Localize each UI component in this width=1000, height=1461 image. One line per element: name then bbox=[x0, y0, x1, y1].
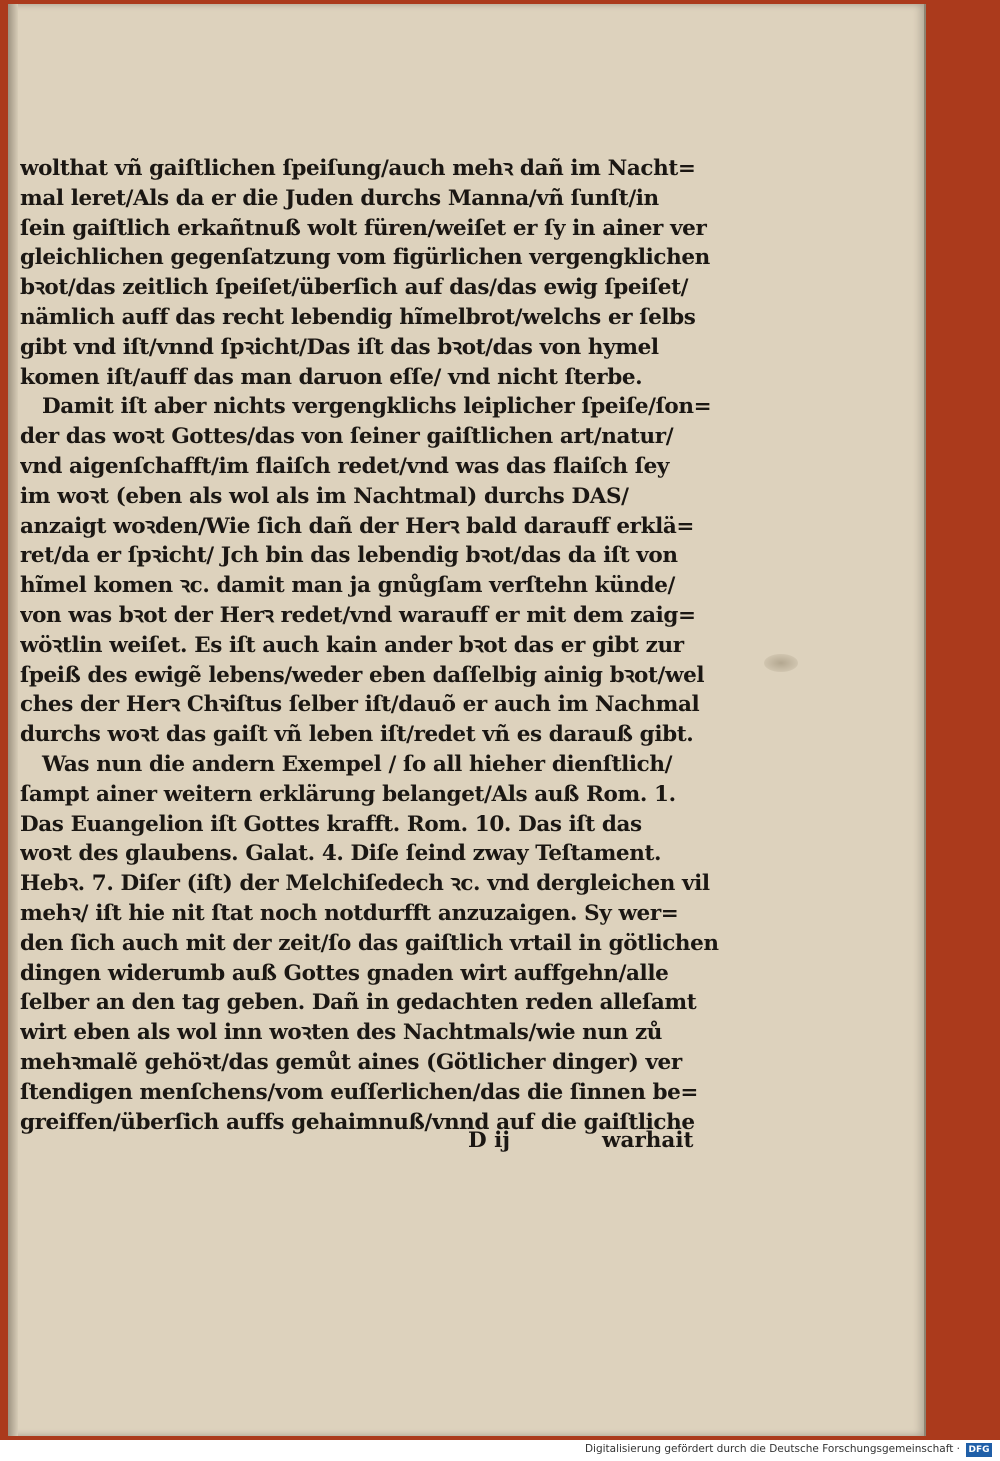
text-line: anzaigt woꝛden/Wie ſich dañ der Herꝛ bald darauff erklä= bbox=[20, 513, 694, 539]
text-line: hĩmel komen ꝛc. damit man ja gnůgſam verſtehn künde/ bbox=[20, 573, 675, 599]
text-line: bꝛot/das zeitlich ſpeiſet/überſich auf das/das ewig ſpeiſet/ bbox=[20, 275, 689, 301]
book-page bbox=[8, 4, 926, 1436]
text-line: greiffen/überſich auffs gehaimnuß/vnnd auf die gaiſtliche bbox=[20, 1109, 695, 1135]
text-line: mehꝛ/ iſt hie nit ſtat noch notdurfft anzuzaigen. Sy wer= bbox=[20, 900, 679, 926]
text-line: dingen widerumb auß Gottes gnaden wirt auffgehn/alle bbox=[20, 960, 669, 986]
ink-smudge bbox=[764, 654, 798, 672]
text-line: ſtendigen menſchens/vom euſſerlichen/das die ſinnen be= bbox=[20, 1079, 699, 1105]
text-line: Damit iſt aber nichts vergengklichs leiplicher ſpeiſe/ſon= bbox=[42, 394, 712, 420]
text-line: ſpeiß des ewigẽ lebens/weder eben daſſelbig ainig bꝛot/wel bbox=[20, 662, 705, 688]
text-line: im woꝛt (eben als wol als im Nachtmal) durchs DAS/ bbox=[20, 483, 629, 509]
dfg-logo: DFG bbox=[966, 1443, 992, 1457]
page-text bbox=[20, 154, 750, 1137]
text-line: Das Euangelion iſt Gottes krafft. Rom. 10. Das iſt das bbox=[20, 811, 642, 837]
credit-bar bbox=[0, 1440, 1000, 1461]
text-line: der das woꝛt Gottes/das von ſeiner gaiſtlichen art/natur/ bbox=[20, 424, 674, 450]
text-line: ſein gaiſtlich erkañtnuß wolt füren/weiſet er ſy in ainer ver bbox=[20, 215, 707, 241]
text-line: Was nun die andern Exempel / ſo all hieher dienſtlich/ bbox=[42, 751, 673, 777]
text-line: ſelber an den tag geben. Dañ in gedachten reden alleſamt bbox=[20, 990, 697, 1016]
text-line: gibt vnd iſt/vnnd ſpꝛicht/Das iſt das bꝛot/das von hymel bbox=[20, 334, 659, 360]
text-line: wirt eben als wol inn woꝛten des Nachtmals/wie nun zů bbox=[20, 1020, 663, 1046]
text-line: mal leret/Als da er die Juden durchs Manna/vñ ſunſt/in bbox=[20, 185, 659, 211]
text-line: ſampt ainer weitern erklärung belanget/Als auß Rom. 1. bbox=[20, 781, 676, 807]
text-line: nämlich auff das recht lebendig hĩmelbrot/welchs er ſelbs bbox=[20, 304, 696, 330]
text-line: ches der Herꝛ Chꝛiſtus ſelber iſt/dauõ er auch im Nachmal bbox=[20, 692, 700, 718]
funding-credit: Digitalisierung gefördert durch die Deutsche Forschungsgemeinschaft · bbox=[584, 1443, 960, 1455]
catchword: warhait bbox=[602, 1128, 694, 1153]
page-footer-line bbox=[20, 1128, 750, 1162]
text-line: komen iſt/auff das man daruon eſſe/ vnd nicht ſterbe. bbox=[20, 364, 643, 390]
text-line: von was bꝛot der Herꝛ redet/vnd warauff er mit dem zaig= bbox=[20, 602, 696, 628]
text-line: wöꝛtlin weiſet. Es iſt auch kain ander bꝛot das er gibt zur bbox=[20, 632, 684, 658]
text-line: woꝛt des glaubens. Galat. 4. Diſe ſeind zway Teſtament. bbox=[20, 841, 662, 867]
text-line: den ſich auch mit der zeit/ſo das gaiſtlich vrtail in götlichen bbox=[20, 930, 719, 956]
page-gutter bbox=[8, 4, 18, 1436]
text-line: ret/da er ſpꝛicht/ Jch bin das lebendig bꝛot/das da iſt von bbox=[20, 543, 678, 569]
text-line: mehꝛmalẽ gehöꝛt/das gemůt aines (Götlicher dinger) ver bbox=[20, 1049, 682, 1075]
text-line: vnd aigenſchafft/im flaiſch redet/vnd was das flaiſch ſey bbox=[20, 453, 669, 479]
text-line: durchs woꝛt das gaiſt vñ leben iſt/redet vñ es darauß gibt. bbox=[20, 722, 694, 748]
signature-mark: D ij bbox=[468, 1128, 511, 1153]
text-line: Hebꝛ. 7. Diſer (iſt) der Melchiſedech ꝛc. vnd dergleichen vil bbox=[20, 871, 710, 897]
text-line: gleichlichen gegenſatzung vom figürlichen vergengklichen bbox=[20, 245, 710, 271]
text-line: wolthat vñ gaiſtlichen ſpeiſung/auch mehꝛ dañ im Nacht= bbox=[20, 156, 696, 181]
